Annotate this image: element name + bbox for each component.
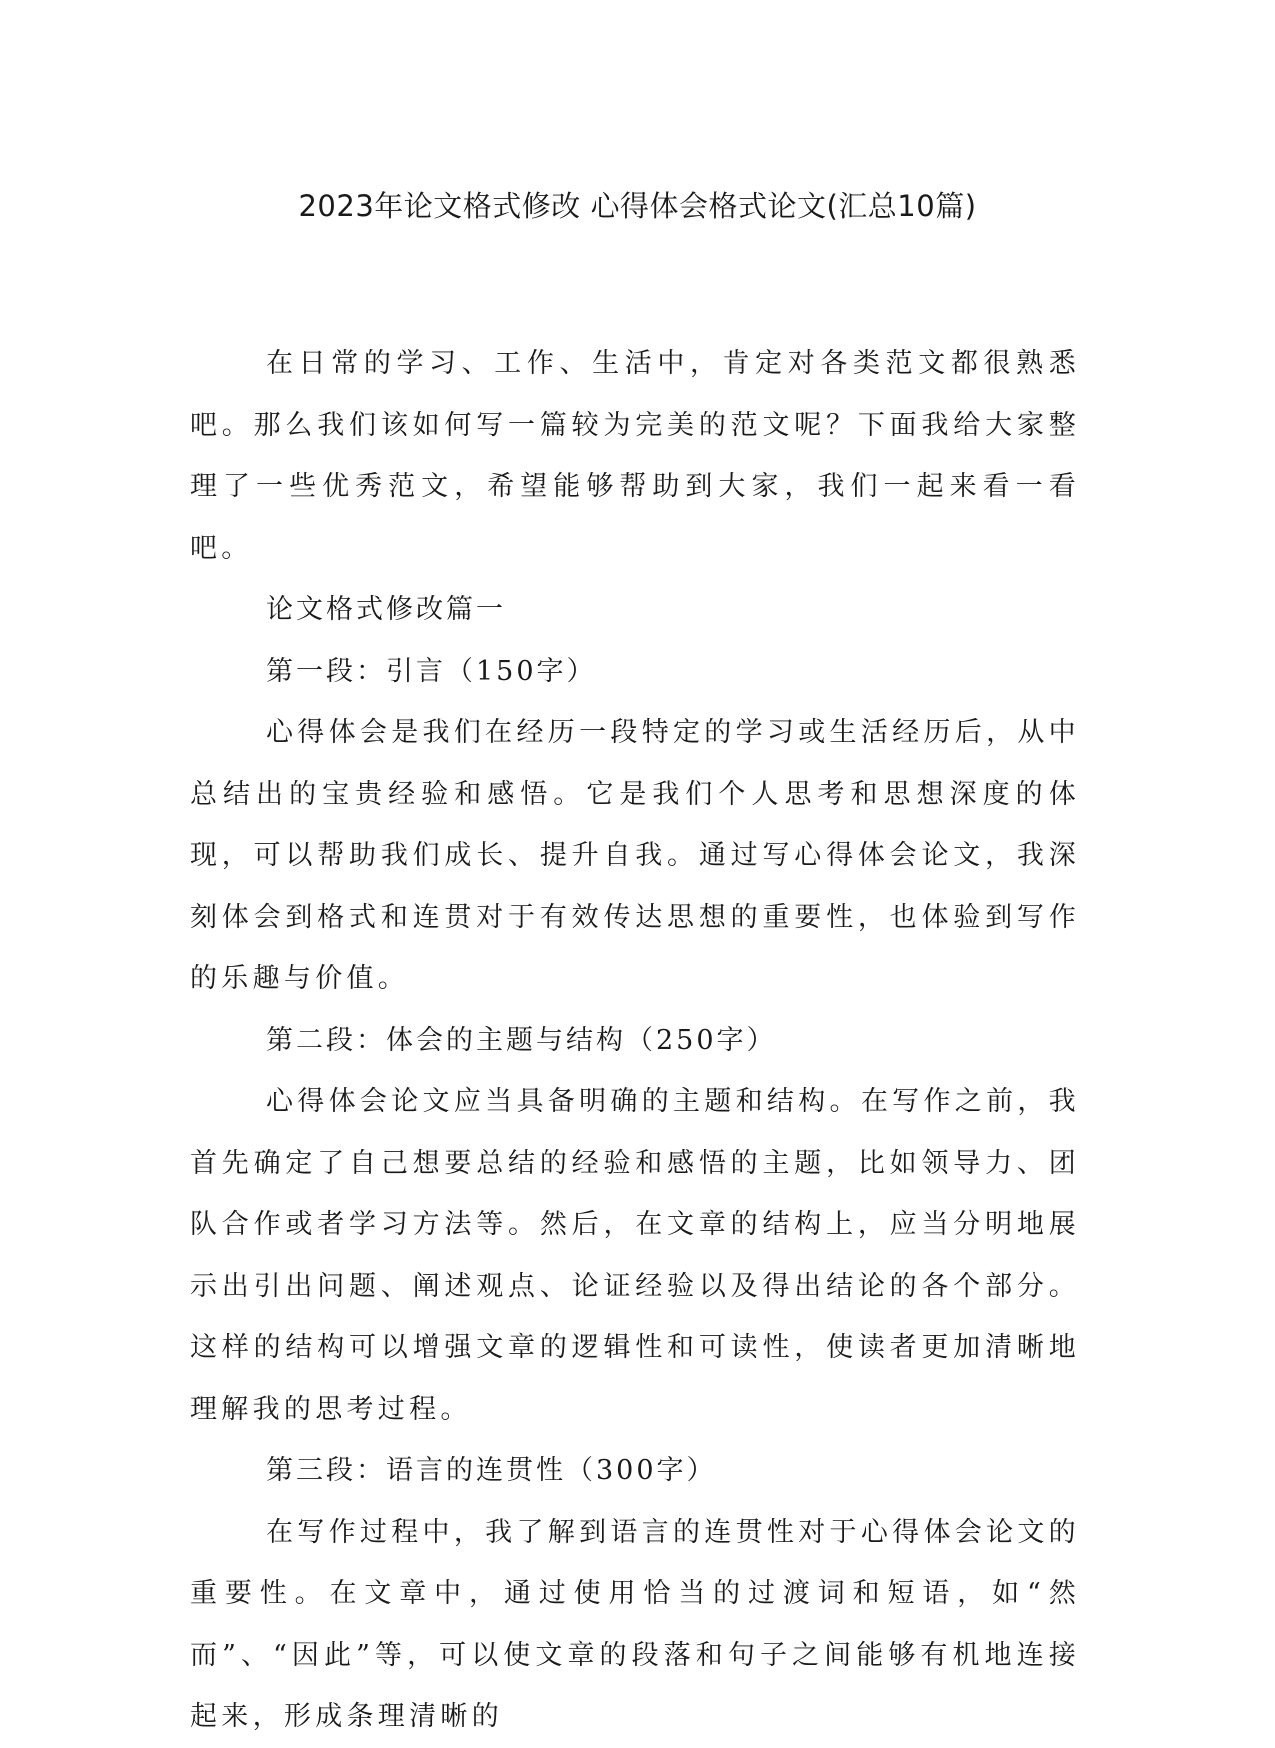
- subsection-heading-2: 第二段：体会的主题与结构（250字）: [266, 1024, 777, 1056]
- body-paragraph-2: 心得体会论文应当具备明确的主题和结构。在写作之前，我首先确定了自己想要总结的经验和感悟的主题，比如领导力、团队合作或者学习方法等。然后，在文章的结构上，应当分明地展示出引出问题、阐述观点、论证经验以及得出结论的各个部分。这样的结构可以增强文章的逻辑性和可读性，使读者更加清晰地理解我的思考过程。: [190, 1086, 1080, 1425]
- body-paragraph-3: 在写作过程中，我了解到语言的连贯性对于心得体会论文的重要性。在文章中，通过使用恰当的过渡词和短语，如“然而”、“因此”等，可以使文章的段落和句子之间能够有机地连接起来，形成条理清晰的: [190, 1516, 1080, 1732]
- body-paragraph-1: 心得体会是我们在经历一段特定的学习或生活经历后，从中总结出的宝贵经验和感悟。它是我们个人思考和思想深度的体现，可以帮助我们成长、提升自我。通过写心得体会论文，我深刻体会到格式和连贯对于有效传达思想的重要性，也体验到写作的乐趣与价值。: [190, 717, 1080, 994]
- subsection-heading-1: 第一段：引言（150字）: [266, 655, 597, 687]
- section-heading-part-one: 论文格式修改篇一: [266, 594, 506, 625]
- document-title: 2023年论文格式修改 心得体会格式论文(汇总10篇): [298, 189, 977, 223]
- document-body: [190, 333, 1080, 1748]
- subsection-heading-3: 第三段：语言的连贯性（300字）: [266, 1455, 717, 1486]
- intro-paragraph: 在日常的学习、工作、生活中，肯定对各类范文都很熟悉吧。那么我们该如何写一篇较为完美的范文呢？下面我给大家整理了一些优秀范文，希望能够帮助到大家，我们一起来看一看吧。: [190, 348, 1080, 564]
